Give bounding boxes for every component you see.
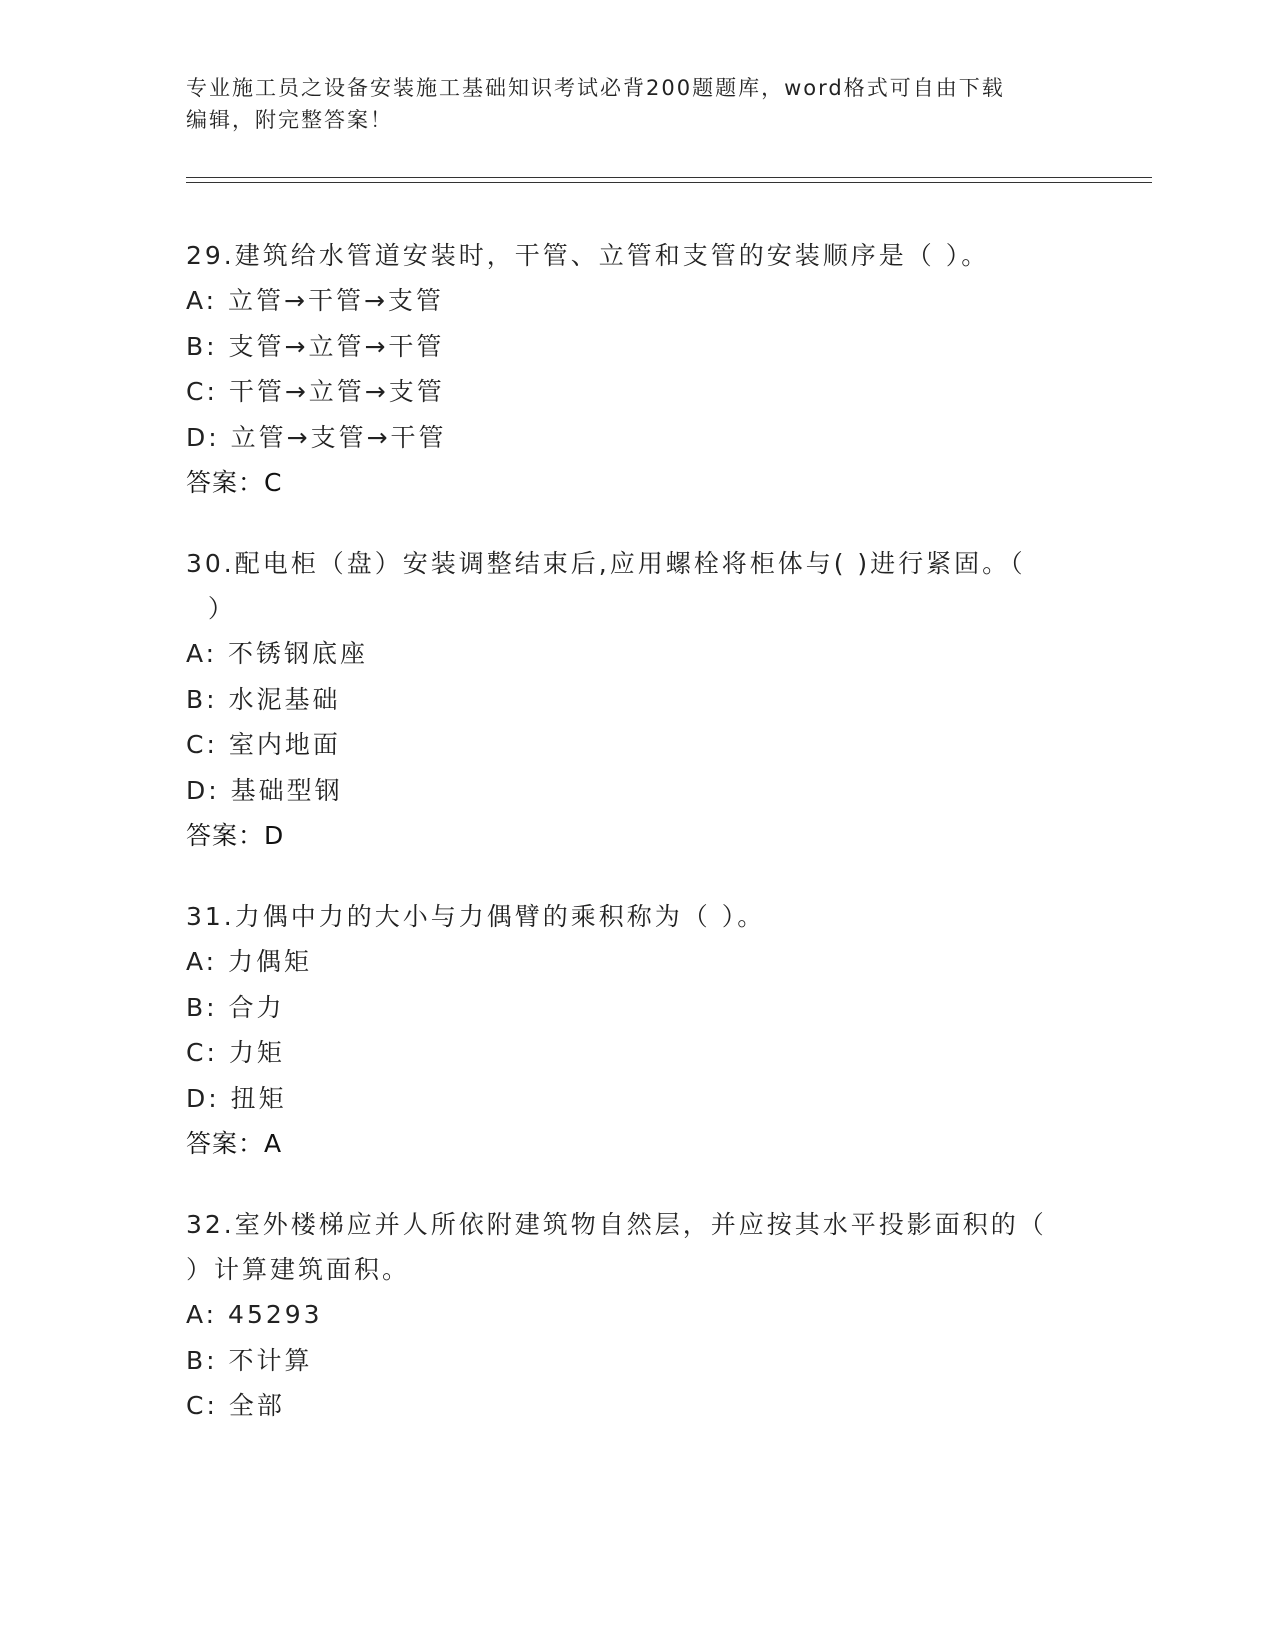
option-d: D: 扭矩 xyxy=(186,1083,287,1113)
option-d: D: 基础型钢 xyxy=(186,775,343,805)
question-stem: 30.配电柜（盘）安装调整结束后,应用螺栓将柜体与( )进行紧固。（ xyxy=(186,549,1026,578)
question-stem: 32.室外楼梯应并人所依附建筑物自然层，并应按其水平投影面积的（ xyxy=(186,1210,1047,1239)
header-line-1: 专业施工员之设备安装施工基础知识考试必背200题题库，word格式可自由下载 xyxy=(186,76,1005,100)
question-stem-continued: ）计算建筑面积。 xyxy=(186,1255,411,1284)
question-list xyxy=(186,233,1086,1465)
header-rule-top xyxy=(186,177,1152,178)
question-stem: 29.建筑给水管道安装时，干管、立管和支管的安装顺序是（ ）。 xyxy=(186,241,990,270)
question-31 xyxy=(186,894,1086,1166)
answer-line: 答案：C xyxy=(186,468,283,497)
question-30 xyxy=(186,541,1086,858)
option-c: C: 全部 xyxy=(186,1391,285,1420)
document-header xyxy=(186,72,1066,136)
question-stem-continued: ） xyxy=(186,594,236,623)
option-b: B: 水泥基础 xyxy=(186,684,341,714)
option-d: D: 立管→支管→干管 xyxy=(186,422,447,452)
question-stem: 31.力偶中力的大小与力偶臂的乘积称为（ ）。 xyxy=(186,902,766,931)
question-29 xyxy=(186,233,1086,505)
option-a: A: 45293 xyxy=(186,1300,323,1329)
header-rule-bottom xyxy=(186,182,1152,183)
answer-line: 答案：A xyxy=(186,1129,283,1158)
option-b: B: 不计算 xyxy=(186,1345,313,1375)
option-a: A: 立管→干管→支管 xyxy=(186,286,444,315)
question-32 xyxy=(186,1202,1086,1429)
option-c: C: 力矩 xyxy=(186,1038,285,1067)
option-a: A: 力偶矩 xyxy=(186,947,313,976)
option-b: B: 支管→立管→干管 xyxy=(186,331,445,361)
option-b: B: 合力 xyxy=(186,992,285,1022)
option-c: C: 室内地面 xyxy=(186,730,341,759)
header-line-2: 编辑，附完整答案！ xyxy=(186,108,393,132)
option-c: C: 干管→立管→支管 xyxy=(186,377,445,406)
answer-line: 答案：D xyxy=(186,821,285,850)
option-a: A: 不锈钢底座 xyxy=(186,639,369,668)
